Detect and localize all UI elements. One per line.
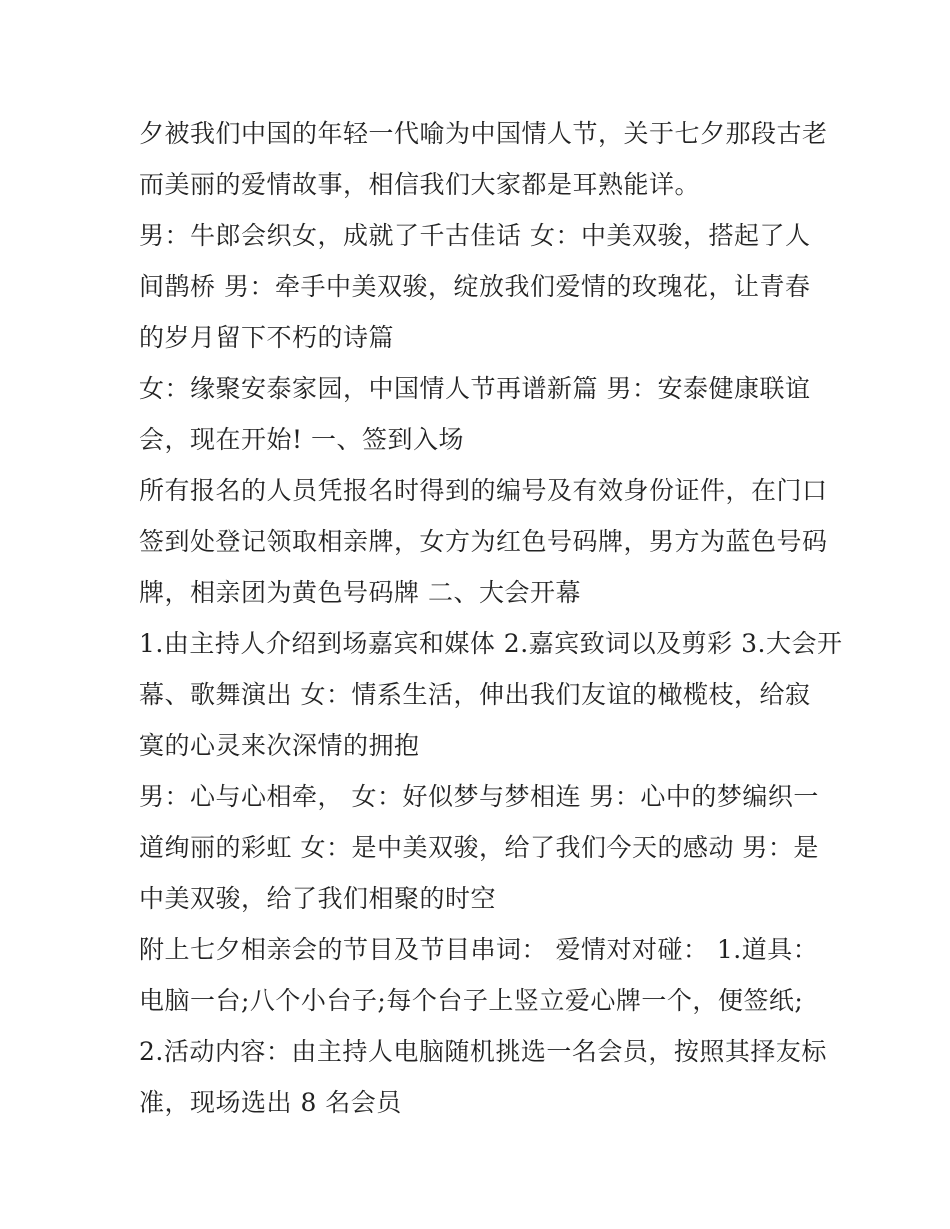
text-line: 附上七夕相亲会的节目及节目串词： 爱情对对碰： 1.道具： <box>139 935 819 964</box>
text-line: 男：心与心相牵， 女：好似梦与梦相连 男：心中的梦编织一 <box>139 782 819 811</box>
text-line: 2.活动内容：由主持人电脑随机挑选一名会员，按照其择友标 <box>139 1037 827 1066</box>
text-line: 1.由主持人介绍到场嘉宾和媒体 2.嘉宾致词以及剪彩 3.大会开 <box>139 629 843 658</box>
text-line: 的岁月留下不朽的诗篇 <box>139 323 395 352</box>
text-line: 签到处登记领取相亲牌，女方为红色号码牌，男方为蓝色号码 <box>139 527 828 556</box>
text-line: 寞的心灵来次深情的拥抱 <box>139 731 420 760</box>
text-line: 男：牛郎会织女，成就了千古佳话 女：中美双骏，搭起了人 <box>139 221 811 250</box>
document-body <box>139 108 843 1128</box>
text-line: 而美丽的爱情故事，相信我们大家都是耳熟能详。 <box>139 170 701 199</box>
text-line: 道绚丽的彩虹 女：是中美双骏，给了我们今天的感动 男：是 <box>139 833 819 862</box>
text-line: 夕被我们中国的年轻一代喻为中国情人节，关于七夕那段古老 <box>139 119 828 148</box>
text-line: 中美双骏，给了我们相聚的时空 <box>139 884 497 913</box>
text-line: 准，现场选出 8 名会员 <box>139 1088 402 1117</box>
text-line: 间鹊桥 男：牵手中美双骏，绽放我们爱情的玫瑰花，让青春 <box>139 272 811 301</box>
text-line: 牌，相亲团为黄色号码牌 二、大会开幕 <box>139 578 581 607</box>
text-line: 幕、歌舞演出 女：情系生活，伸出我们友谊的橄榄枝，给寂 <box>139 680 811 709</box>
text-line: 会，现在开始! 一、签到入场 <box>139 425 464 454</box>
text-line: 女：缘聚安泰家园，中国情人节再谱新篇 男：安泰健康联谊 <box>139 374 811 403</box>
text-line: 所有报名的人员凭报名时得到的编号及有效身份证件，在门口 <box>139 476 828 505</box>
text-line: 电脑一台;八个小台子;每个台子上竖立爱心牌一个，便签纸; <box>139 986 804 1015</box>
